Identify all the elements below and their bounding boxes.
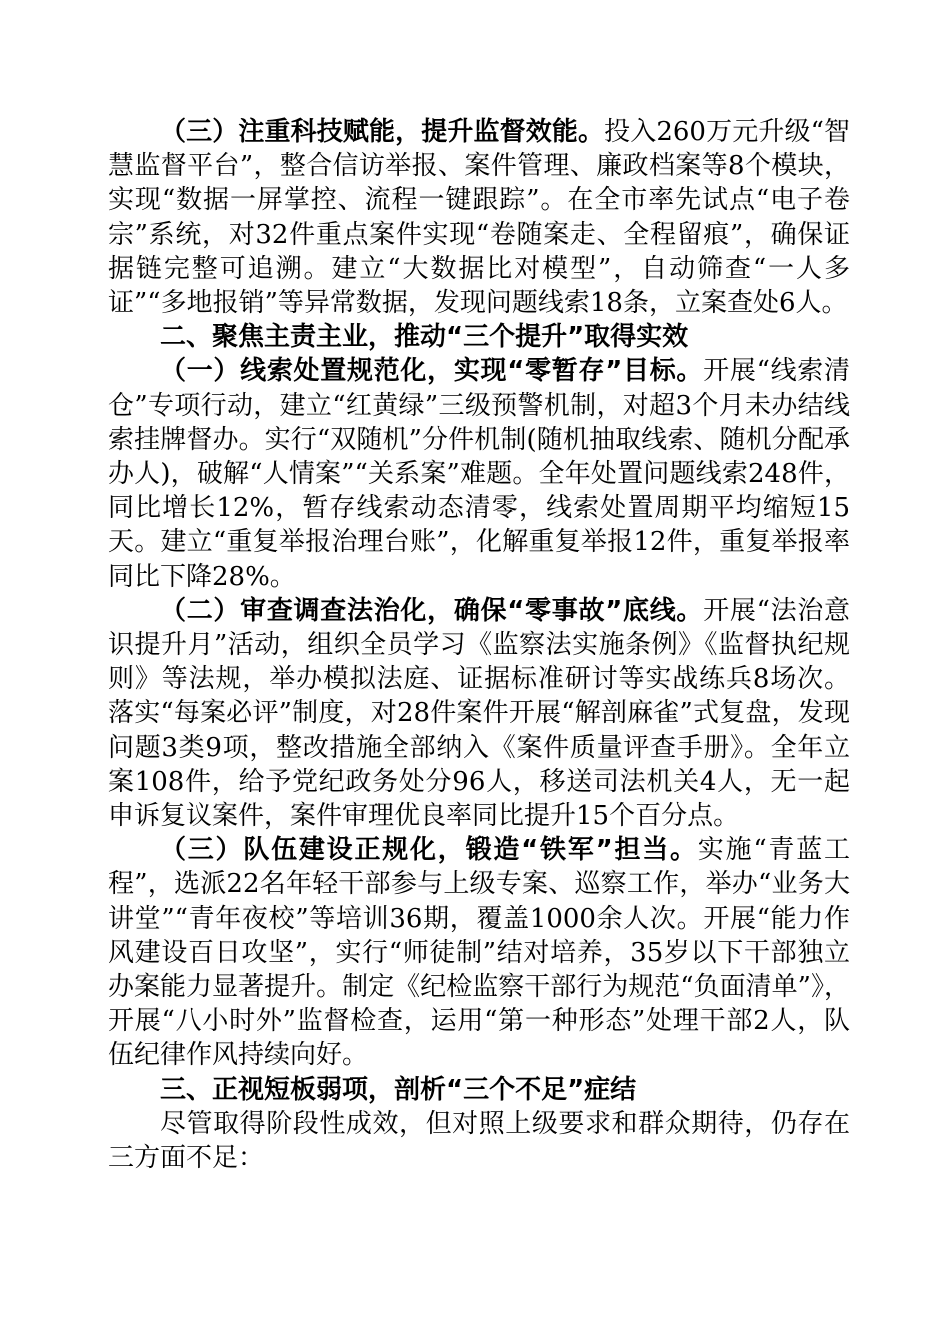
paragraph-lead: （三）队伍建设正规化，锻造“铁军”担当。 <box>160 835 698 866</box>
paragraph-team-building <box>108 833 850 1072</box>
section-heading-3: 三、正视短板弱项，剖析“三个不足”症结 <box>160 1074 637 1105</box>
paragraph-clue-handling <box>108 354 850 593</box>
paragraph-lead: （一）线索处置规范化，实现“零暂存”目标。 <box>160 356 704 387</box>
paragraph-body: 开展“法治意识提升月”活动，组织全员学习《监察法实施条例》《监督执纪规则》等法规，举办模拟法庭、证据标准研讨等实战练兵8场次。落实“每案必评”制度，对28件案件开展“解剖麻雀”式复盘，发现问题3类9项，整改措施全部纳入《案件质量评查手册》。全年立案108件，给予党纪政务处分96人，移送司法机关4人，无一起申诉复议案件，案件审理优良率同比提升15个百分点。 <box>108 595 850 832</box>
section-heading-2: 二、聚焦主责主业，推动“三个提升”取得实效 <box>160 322 689 353</box>
paragraph-shortcomings-intro: 尽管取得阶段性成效，但对照上级要求和群众期待，仍存在三方面不足： <box>108 1108 850 1174</box>
paragraph-body: 投入260万元升级“智慧监督平台”，整合信访举报、案件管理、廉政档案等8个模块，实现“数据一屏掌控、流程一键跟踪”。在全市率先试点“电子卷宗”系统，对32件重点案件实现“卷随案走、全程留痕”，确保证据链完整可追溯。建立“大数据比对模型”，自动筛查“一人多证”“多地报销”等异常数据，发现问题线索18条，立案查处6人。 <box>108 117 850 319</box>
paragraph-lead: （二）审查调查法治化，确保“零事故”底线。 <box>160 595 704 626</box>
paragraph-body: 实施“青蓝工程”，选派22名年轻干部参与上级专案、巡察工作，举办“业务大讲堂”“青年夜校”等培训36期，覆盖1000余人次。开展“能力作风建设百日攻坚”，实行“师徒制”结对培养，35岁以下干部独立办案能力显著提升。制定《纪检监察干部行为规范“负面清单”》，开展“八小时外”监督检查，运用“第一种形态”处理干部2人，队伍纪律作风持续向好。 <box>108 835 850 1071</box>
paragraph-investigation <box>108 594 850 833</box>
document-page <box>108 115 850 1175</box>
paragraph-tech-empowerment <box>108 115 850 320</box>
paragraph-body: 开展“线索清仓”专项行动，建立“红黄绿”三级预警机制，对超3个月未办结线索挂牌督办。实行“双随机”分件机制(随机抽取线索、随机分配承办人)，破解“人情案”“关系案”难题。全年处置问题线索248件，同比增长12%，暂存线索动态清零，线索处置周期平均缩短15天。建立“重复举报治理台账”，化解重复举报12件，重复举报率同比下降28%。 <box>108 356 850 592</box>
paragraph-lead: （三）注重科技赋能，提升监督效能。 <box>160 117 605 147</box>
